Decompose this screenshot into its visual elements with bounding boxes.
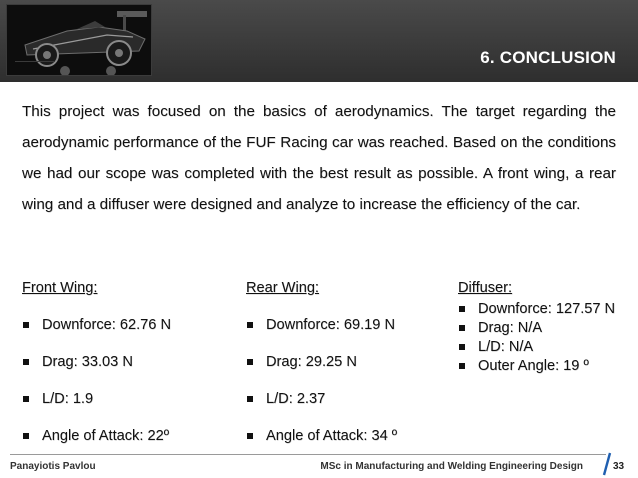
square-bullet-icon	[459, 325, 465, 331]
footer-author: Panayiotis Pavlou	[10, 461, 96, 472]
front-wing-list	[22, 315, 232, 446]
diffuser-heading: Diffuser:	[458, 280, 513, 296]
square-bullet-icon	[459, 363, 465, 369]
list-item: Drag: 33.03 N	[22, 352, 232, 372]
square-bullet-icon	[247, 396, 253, 402]
list-item: L/D: 2.37	[246, 389, 446, 409]
list-item: L/D: 1.9	[22, 389, 232, 409]
list-item: Outer Angle: 19 º	[458, 357, 623, 376]
footer-divider	[10, 454, 606, 455]
list-item: Drag: 29.25 N	[246, 352, 446, 372]
square-bullet-icon	[23, 359, 29, 365]
front-wing-heading: Front Wing:	[22, 280, 98, 296]
slide-header	[0, 0, 638, 82]
page-number: 33	[613, 461, 625, 472]
list-item: Angle of Attack: 34 º	[246, 426, 446, 446]
square-bullet-icon	[247, 322, 253, 328]
slide-title: 6. CONCLUSION	[480, 48, 616, 67]
race-car-image	[7, 5, 152, 76]
diffuser-column	[458, 278, 623, 376]
list-item: L/D: N/A	[458, 338, 623, 357]
list-item: Downforce: 127.57 N	[458, 300, 623, 319]
list-item: Downforce: 69.19 N	[246, 315, 446, 335]
rear-wing-column	[246, 278, 446, 446]
list-item: Angle of Attack: 22º	[22, 426, 232, 446]
intro-paragraph: This project was focused on the basics of aerodynamics. The target regarding the aerodynamic performance of the FUF Racing car was reached. Based on the conditions we had our scope was completed with the best result as possible. A front wing, a rear wing and a diffuser were designed and analyze to increase the efficiency of the car.	[22, 103, 616, 213]
slash-accent-icon	[602, 451, 612, 477]
square-bullet-icon	[247, 433, 253, 439]
diffuser-list	[458, 300, 623, 376]
square-bullet-icon	[247, 359, 253, 365]
footer-course: MSc in Manufacturing and Welding Engineering Design	[320, 461, 583, 472]
rear-wing-heading: Rear Wing:	[246, 280, 319, 296]
square-bullet-icon	[459, 306, 465, 312]
rear-wing-list	[246, 315, 446, 446]
front-wing-column	[22, 278, 232, 446]
list-item: Drag: N/A	[458, 319, 623, 338]
square-bullet-icon	[23, 322, 29, 328]
square-bullet-icon	[459, 344, 465, 350]
list-item: Downforce: 62.76 N	[22, 315, 232, 335]
race-car-logo	[6, 4, 152, 76]
square-bullet-icon	[23, 396, 29, 402]
square-bullet-icon	[23, 433, 29, 439]
